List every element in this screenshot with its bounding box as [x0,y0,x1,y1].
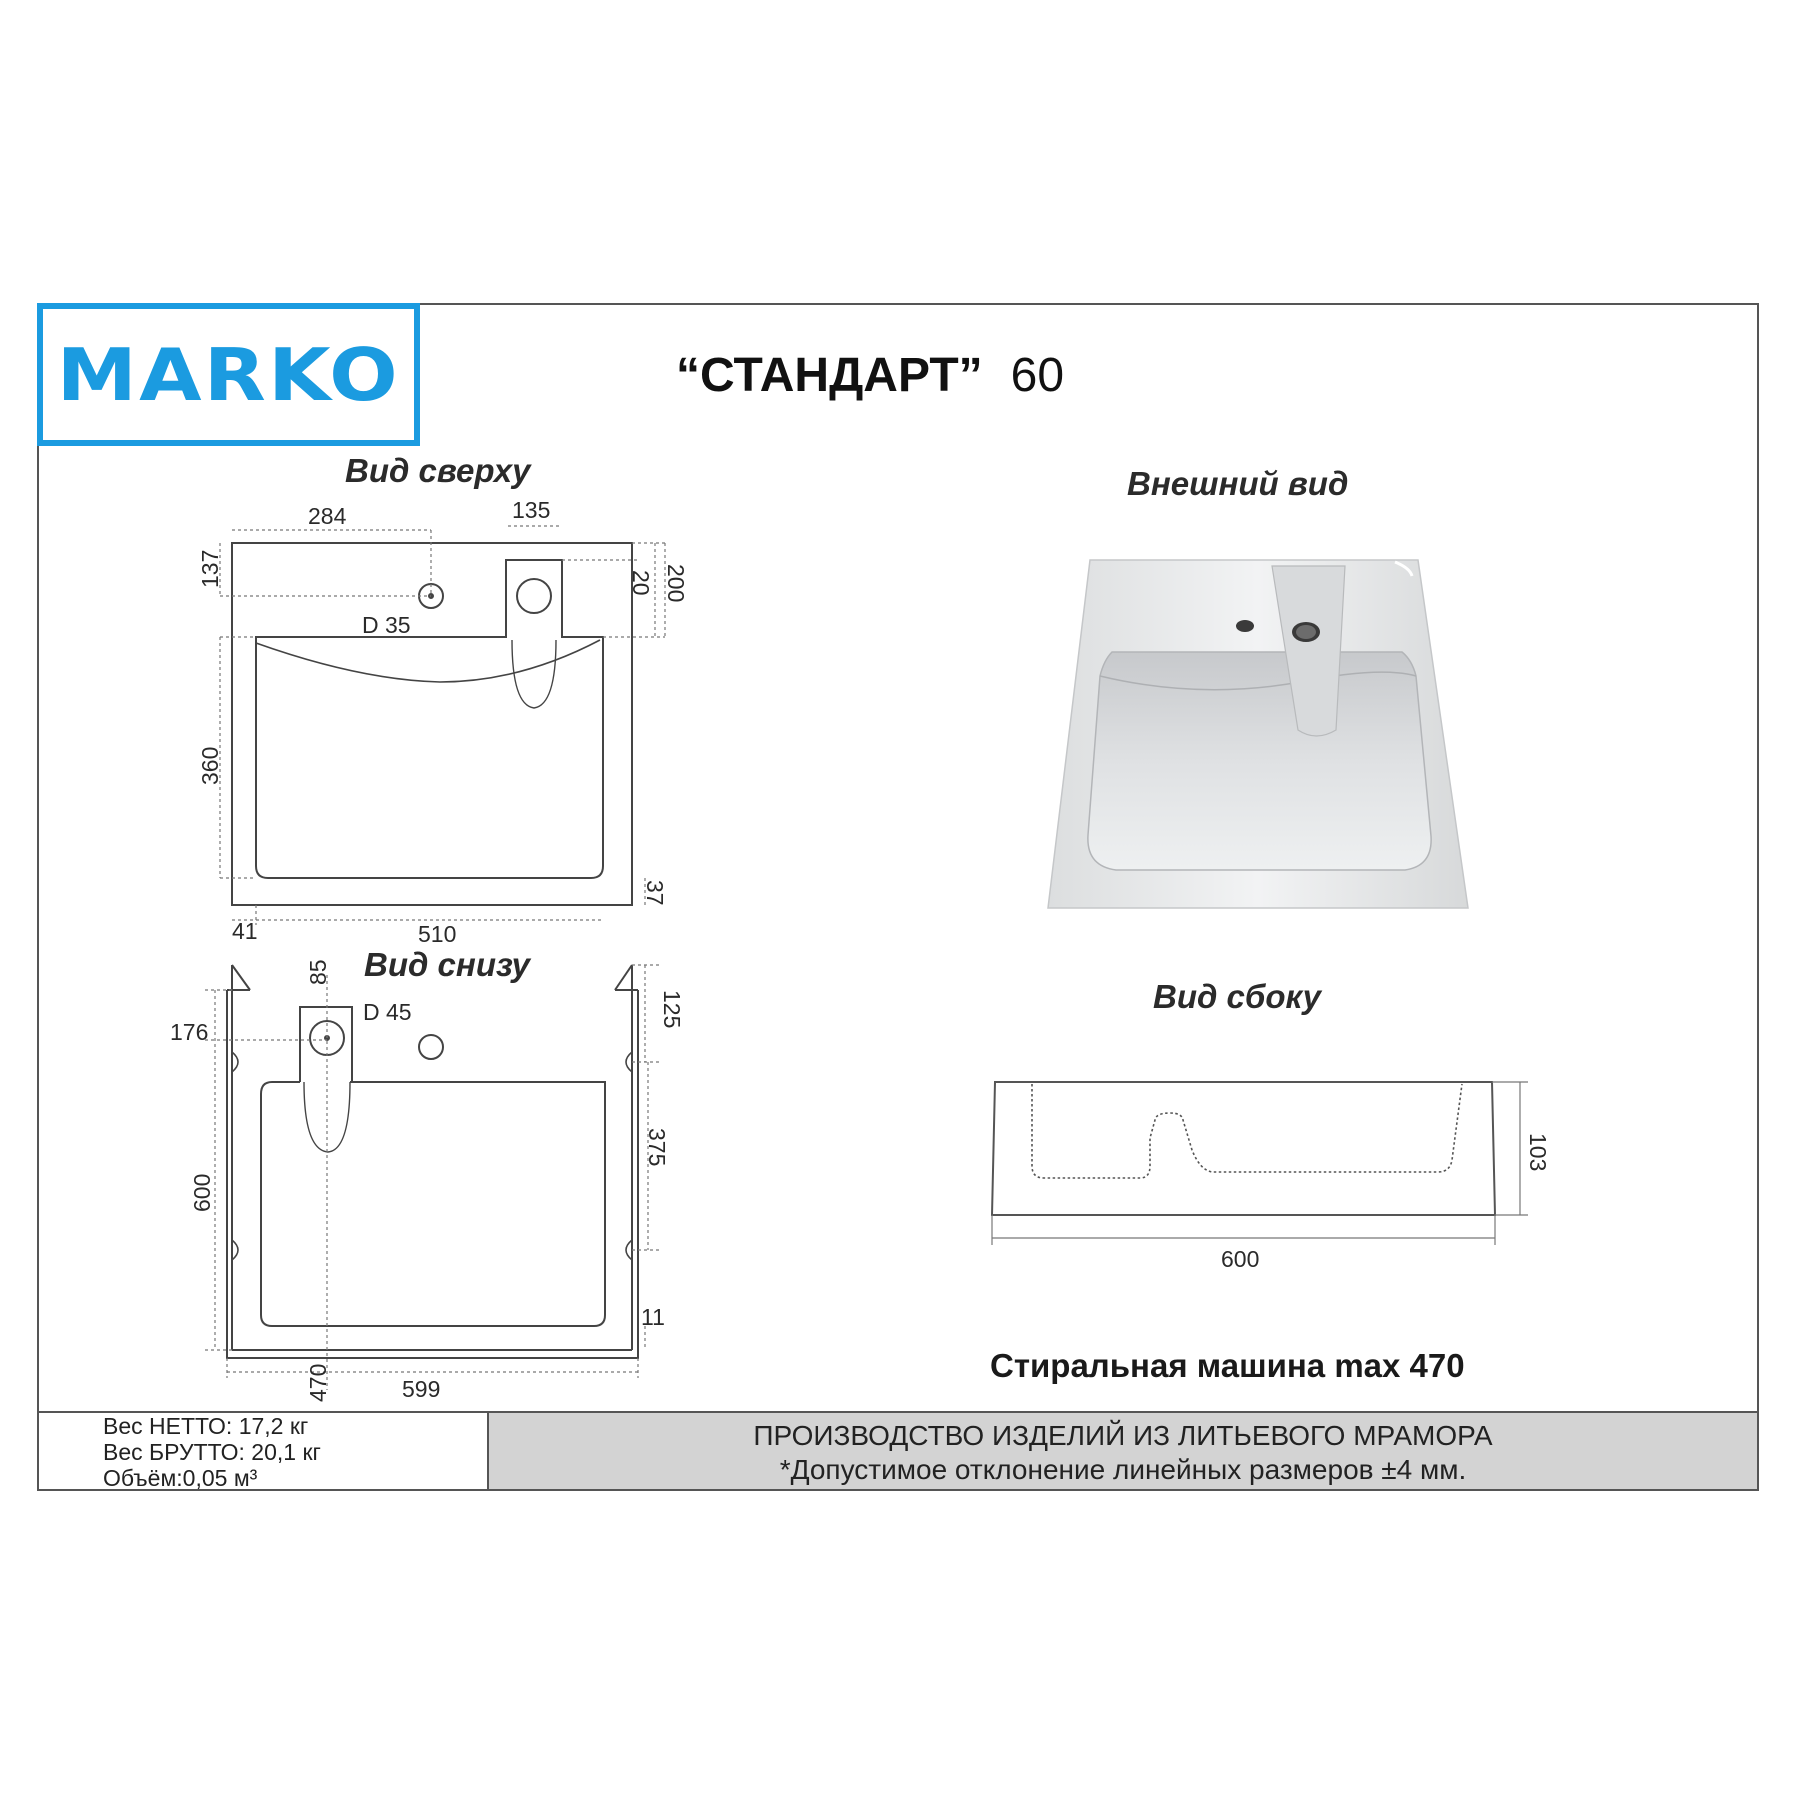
product-size: 60 [1010,349,1065,402]
bottom-dim-11: 11 [641,1304,665,1330]
top-view-drawing [232,543,632,905]
top-dim-137: 137 [197,549,223,588]
top-dim-200: 200 [663,564,689,603]
top-dim-37: 37 [642,880,668,906]
bottom-view-drawing [227,965,638,1358]
top-dim-41: 41 [232,918,258,944]
side-view-bowl-hidden [1032,1084,1462,1178]
bottom-dim-d45: D 45 [363,999,412,1025]
top-view-bowl-curve [256,640,600,682]
bottom-dim-600: 600 [189,1173,215,1212]
top-dim-510: 510 [418,921,457,947]
top-view-heading: Вид сверху [345,452,531,489]
net-weight: Вес НЕТТО: 17,2 кг [103,1413,309,1439]
product-name: “СТАНДАРТ” [676,349,983,402]
bottom-view-heading: Вид снизу [364,946,530,983]
top-view-drain-tongue [512,640,556,708]
top-dim-d35: D 35 [362,612,411,638]
gross-weight: Вес БРУТТО: 20,1 кг [103,1439,321,1465]
top-dim-360: 360 [197,746,223,785]
product-specs [37,1411,489,1491]
bottom-dim-375: 375 [644,1128,670,1167]
exterior-view-image [1048,560,1468,908]
side-dim-width: 600 [1221,1246,1260,1272]
volume: Объём:0,05 м³ [103,1465,258,1491]
bottom-view-outline [227,990,638,1358]
side-view-dimension-lines [992,1082,1528,1245]
footer-tolerance-note: *Допустимое отклонение линейных размеров ±4 мм. [779,1454,1467,1485]
top-dim-284: 284 [308,503,347,529]
bottom-dim-125: 125 [659,990,685,1029]
bottom-dim-85: 85 [305,959,331,985]
bottom-view-bowl [261,1082,605,1326]
bottom-view-drain-channel [300,1007,352,1082]
side-view-drawing [992,1082,1495,1215]
bottom-dim-470: 470 [305,1363,331,1402]
side-view-heading: Вид сбоку [1153,978,1321,1015]
exterior-view-heading: Внешний вид [1127,465,1349,502]
bottom-dim-599: 599 [402,1376,441,1402]
footer-production-line: ПРОИЗВОДСТВО ИЗДЕЛИЙ ИЗ ЛИТЬЕВОГО МРАМОРА [753,1420,1493,1451]
top-dim-20: 20 [628,570,654,596]
top-view-dimension-lines [220,526,665,925]
top-view-overflow-hole [517,579,551,613]
side-view-outline [992,1082,1495,1215]
exterior-basin-bowl [1088,652,1431,870]
top-dim-135: 135 [512,497,551,523]
bottom-dim-176: 176 [170,1019,209,1045]
brand-logo-text: MARKO [56,332,401,417]
washing-machine-note: Стиральная машина max 470 [990,1347,1465,1384]
bottom-view-faucet-hole [419,1035,443,1059]
side-dim-height: 103 [1525,1133,1551,1172]
footer-banner [487,1411,1759,1491]
